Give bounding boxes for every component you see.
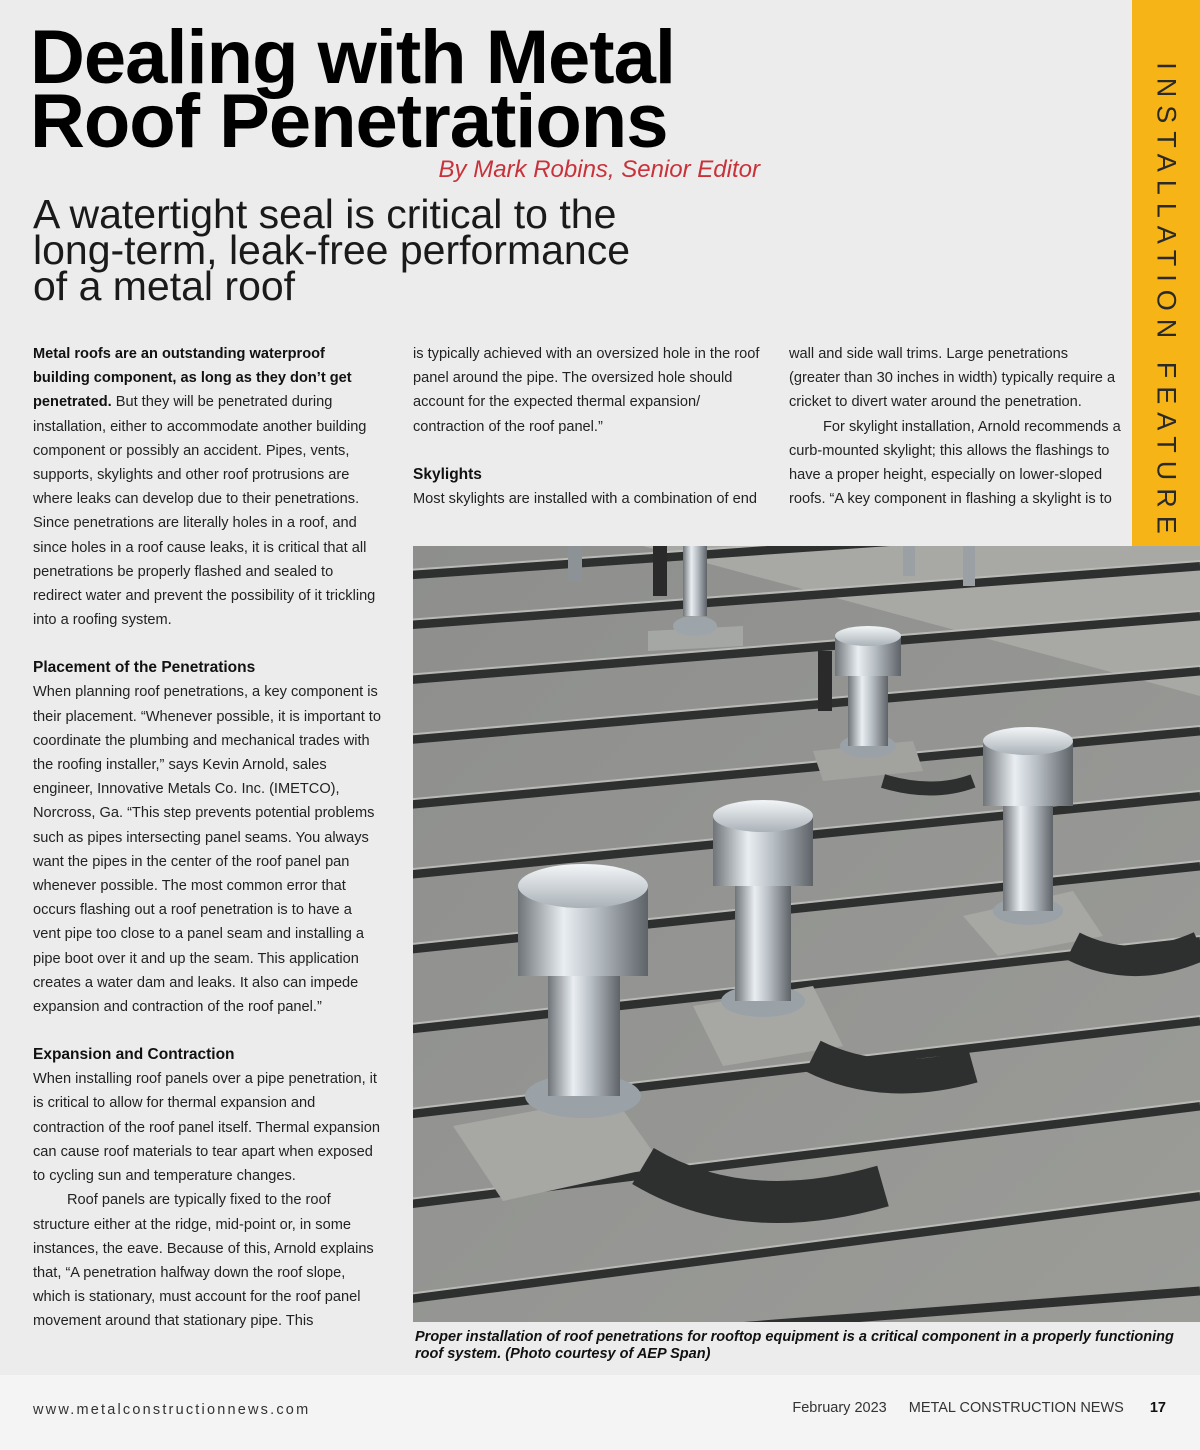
section-tab-label: INSTALLATION FEATURE: [1151, 62, 1182, 542]
placement-paragraph: When planning roof penetrations, a key component is their placement. “Whenever possible, it is important to coordinate the plumbing and mechanical trades with the roofing installer,” says Kevin Arnold, sales engineer, Innovative Metals Co. Inc. (IMETCO), Norcross, Ga. “This step prevents potential problems such as pipes intersecting panel seams. You always want the pipes in the center of the roof panel pan whenever possible. The most common error that occurs flashing out a roof penetration is to have a vent pipe too close to a panel seam and installing a pipe boot over it and up the seam. This application creates a water dam and leaks. It also can impede expansion and contraction of the roof panel.”: [33, 684, 381, 1016]
section-tab: [1132, 0, 1200, 604]
roof-vents-illustration: [413, 546, 1200, 1322]
deck-line-1: A watertight seal is critical to the: [33, 191, 617, 237]
text-column-1: [33, 342, 381, 1334]
text-column-3: [789, 342, 1123, 511]
expansion-paragraph: When installing roof panels over a pipe penetration, it is critical to allow for thermal expansion and contraction of the roof panel itself. Thermal expansion can cause roof materials to tear apart when exposed to cycling sun and temperature changes.: [33, 1071, 380, 1185]
continued-paragraph: is typically achieved with an oversized hole in the roof panel around the pipe. The oversized hole should account for the expected thermal expansion/ contraction of the roof panel.”: [413, 346, 760, 435]
footer-meta: [792, 1400, 1166, 1416]
text-column-2: [413, 342, 761, 511]
photo-caption: Proper installation of roof penetrations for rooftop equipment is a critical component in a properly functioning roof system. (Photo courtesy of AEP Span): [415, 1329, 1174, 1362]
deck-line-3: of a metal roof: [33, 263, 296, 309]
trims-paragraph: wall and side wall trims. Large penetrations (greater than 30 inches in width) typically require a cricket to divert water around the penetration.: [789, 346, 1116, 411]
footer-publication: METAL CONSTRUCTION NEWS: [908, 1400, 1124, 1416]
page-footer: [0, 1375, 1200, 1450]
footer-date: February 2023: [792, 1400, 887, 1416]
footer-url[interactable]: www.metalconstructionnews.com: [33, 1402, 311, 1418]
deck-line-2: long-term, leak-free performance: [33, 227, 631, 273]
title-line-1: Dealing with Metal: [30, 15, 675, 100]
byline: By Mark Robins, Senior Editor: [438, 156, 760, 183]
heading-skylights: Skylights: [413, 465, 482, 483]
title-line-2: Roof Penetrations: [30, 79, 668, 164]
intro-paragraph: [33, 342, 381, 632]
skylight-paragraph: For skylight installation, Arnold recommends a curb-mounted skylight; this allows the flashings to have a proper height, especially on lower-sloped roofs. “A key component in flashing a skylight is to: [789, 418, 1121, 508]
skylights-paragraph: Most skylights are installed with a combination of end: [413, 490, 757, 507]
expansion-paragraph-2: Roof panels are typically fixed to the roof structure either at the ridge, mid-point or, in some instances, the eave. Because of this, Arnold explains that, “A penetration halfway down the roof slope, which is stationary, must account for the roof panel movement around that stationary pipe. This: [33, 1192, 374, 1330]
heading-expansion: Expansion and Contraction: [33, 1046, 235, 1064]
article-title: [30, 15, 790, 164]
intro-lead: Metal roofs are an outstanding waterproof building component, as long as they don’t get penetrated.: [33, 346, 352, 411]
article-deck: [33, 191, 713, 309]
intro-text: But they will be penetrated during installation, either to accommodate another building component or possibly an accident. Pipes, vents, supports, skylights and other roof protrusions are where leaks can develop due to their penetrations. Since penetrations are literally holes in a roof, and since holes in a roof cause leaks, it is critical that all penetrations be properly flashed and sealed to redirect water and prevent the possibility of it trickling into a roofing system.: [33, 394, 376, 629]
heading-placement: Placement of the Penetrations: [33, 659, 256, 677]
page-number: 17: [1149, 1400, 1166, 1416]
roof-photo: [413, 546, 1200, 1322]
